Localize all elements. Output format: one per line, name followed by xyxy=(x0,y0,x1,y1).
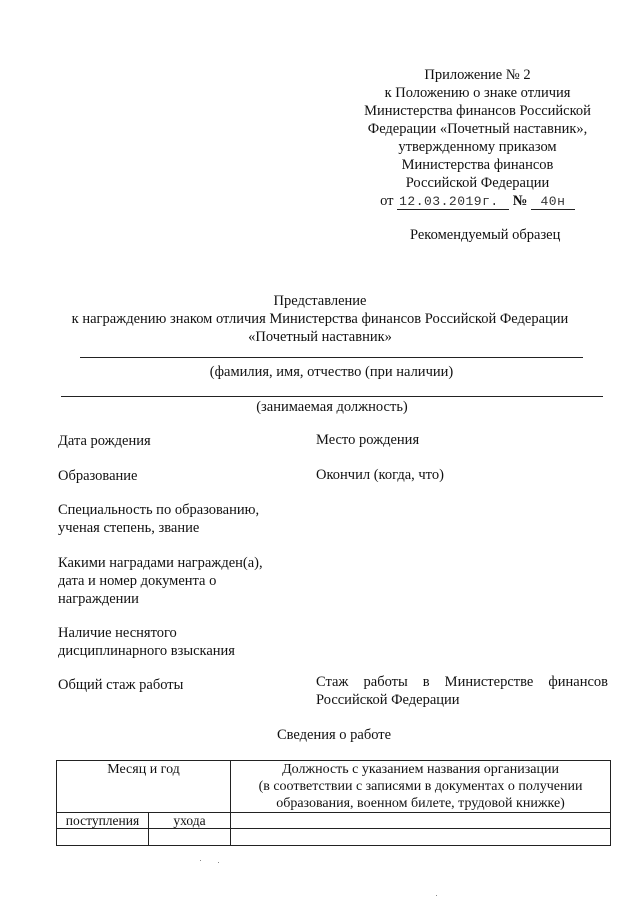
birth-place-label: Место рождения xyxy=(316,432,420,448)
document-title xyxy=(40,292,600,346)
scan-speck xyxy=(436,895,437,896)
title-subheading: к награждению знаком отличия Министерства финансов Российской Федерации xyxy=(71,311,569,327)
table-row xyxy=(57,829,611,846)
total-experience-label: Общий стаж работы xyxy=(58,677,184,693)
appendix-line: Министерства финансов xyxy=(401,157,554,173)
position-header-line: (в соответствии с записями в документах о получении xyxy=(258,779,583,794)
ministry-experience-label xyxy=(316,673,608,709)
end-column-header: ухода xyxy=(149,813,231,829)
scan-speck xyxy=(200,860,201,861)
table-cell xyxy=(231,829,611,846)
specialty-line: Специальность по образованию, xyxy=(58,502,260,518)
fio-caption: (фамилия, имя, отчество (при наличии) xyxy=(209,364,454,380)
work-history-table xyxy=(56,760,611,846)
ministry-experience-line: Российской Федерации xyxy=(316,692,460,708)
appendix-line: Российской Федерации xyxy=(405,175,550,191)
table-cell xyxy=(149,829,231,846)
appendix-line: Приложение № 2 xyxy=(424,67,531,83)
penalty-label xyxy=(58,624,235,660)
from-label: от xyxy=(380,193,394,209)
work-info-heading: Сведения о работе xyxy=(276,727,392,743)
title-heading: Представление xyxy=(273,293,367,309)
appendix-line: к Положению о знаке отличия xyxy=(384,85,571,101)
order-reference xyxy=(340,192,615,210)
ministry-experience-line: Стаж работы в Министерстве финансов xyxy=(316,674,608,690)
recommended-sample-label: Рекомендуемый образец xyxy=(410,227,561,243)
appendix-header xyxy=(340,66,615,210)
appendix-line: утвержденному приказом xyxy=(398,139,557,155)
number-label: № xyxy=(512,193,528,209)
order-date: 12.03.2019г. xyxy=(397,195,509,210)
position-header-line: образования, военном билете, трудовой книжке) xyxy=(276,796,565,811)
start-column-header: поступления xyxy=(57,813,149,829)
awards-line: дата и номер документа о xyxy=(58,573,217,589)
specialty-line: ученая степень, звание xyxy=(58,520,200,536)
fio-line xyxy=(80,357,583,358)
position-line xyxy=(61,396,603,397)
birth-date-label: Дата рождения xyxy=(58,433,151,449)
table-subheader-row xyxy=(57,813,611,829)
graduated-label: Окончил (когда, что) xyxy=(316,467,444,483)
penalty-line: Наличие неснятого xyxy=(58,625,177,641)
table-cell xyxy=(57,829,149,846)
title-award-name: «Почетный наставник» xyxy=(248,329,392,345)
position-caption: (занимаемая должность) xyxy=(256,399,408,415)
awards-line: Какими наградами награжден(а), xyxy=(58,555,263,571)
table-cell xyxy=(231,813,611,829)
table-header-row xyxy=(57,761,611,813)
appendix-line: Федерации «Почетный наставник», xyxy=(367,121,588,137)
position-header-line: Должность с указанием названия организации xyxy=(282,762,559,777)
education-label: Образование xyxy=(58,468,138,484)
position-header xyxy=(231,761,611,813)
scan-speck xyxy=(218,862,219,863)
awards-label xyxy=(58,554,263,608)
penalty-line: дисциплинарного взыскания xyxy=(58,643,235,659)
awards-line: награждении xyxy=(58,591,139,607)
order-number: 40н xyxy=(531,195,575,210)
month-year-header: Месяц и год xyxy=(57,761,231,813)
specialty-label xyxy=(58,501,259,537)
appendix-line: Министерства финансов Российской xyxy=(364,103,591,119)
